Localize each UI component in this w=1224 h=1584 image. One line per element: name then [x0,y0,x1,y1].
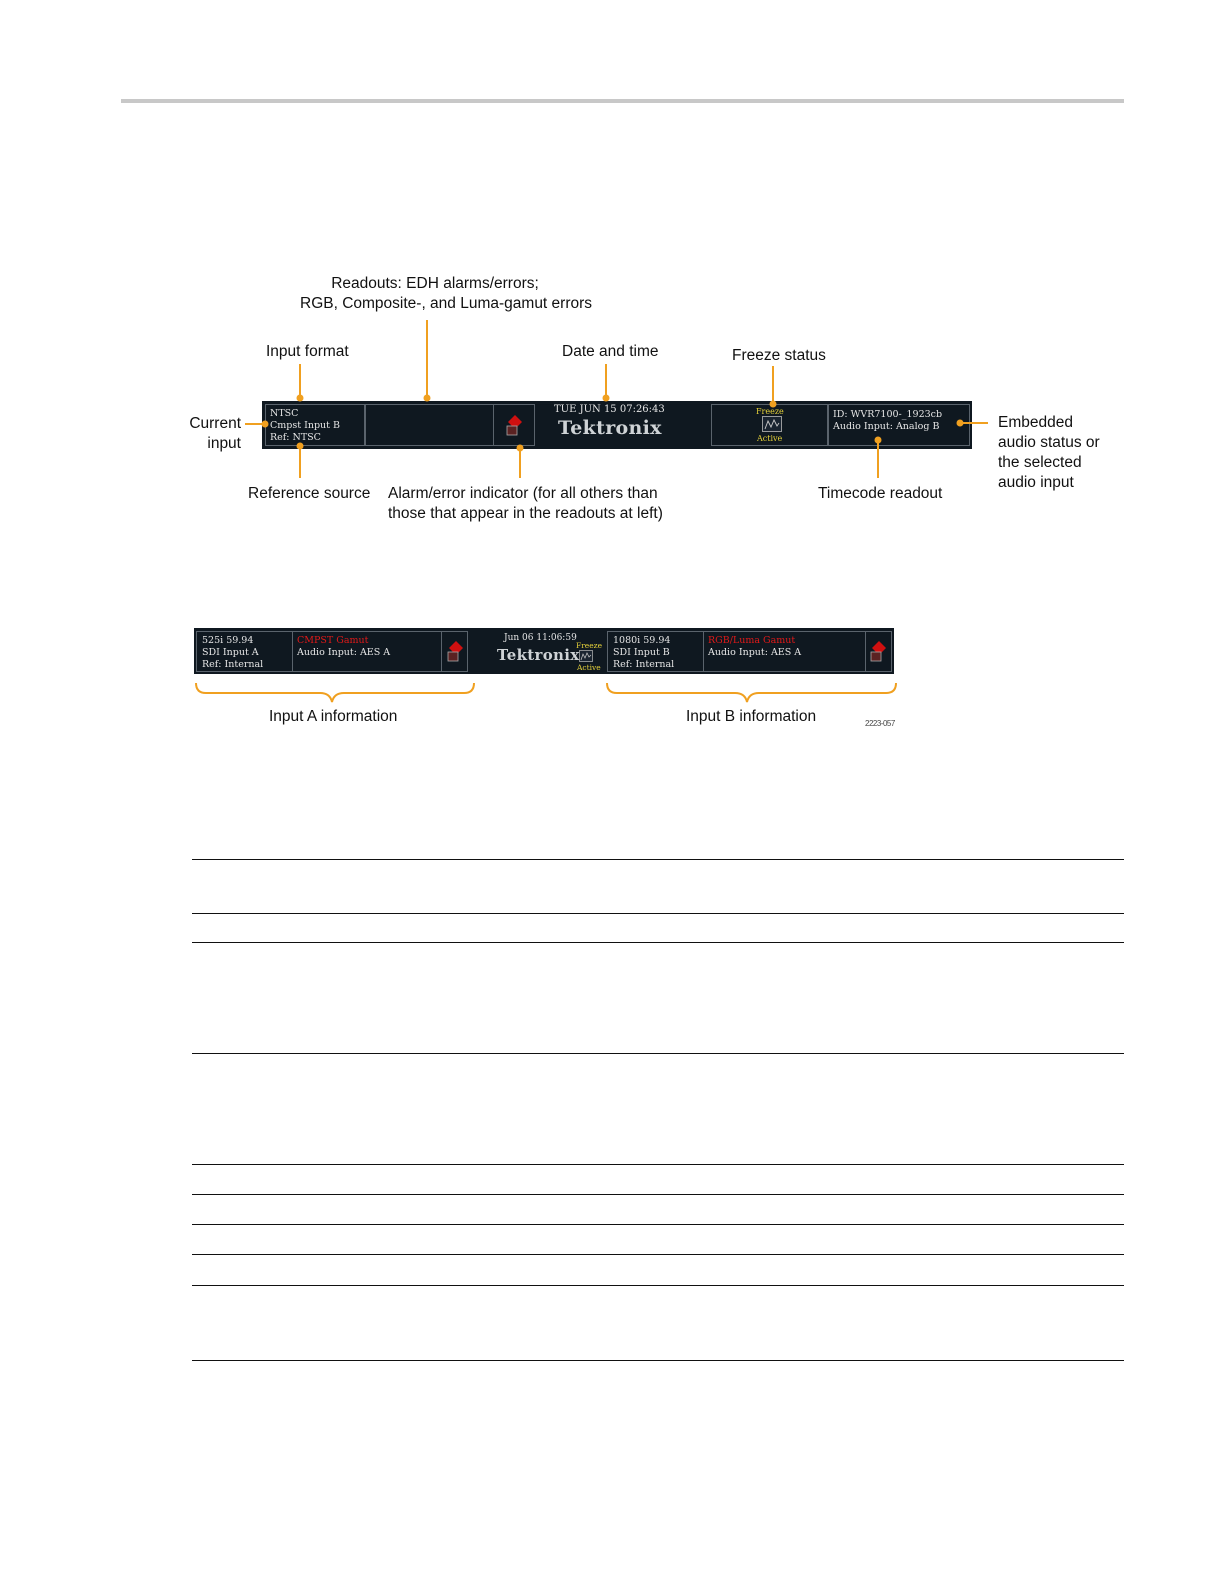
callout-embedded-line4: audio input [998,474,1074,491]
b-format-text: 1080i 59.94 [613,635,671,646]
callout-alarm-line1: Alarm/error indicator (for all others than [388,485,658,502]
callout-input-format: Input format [266,343,349,360]
a-input-text: SDI Input A [202,647,259,658]
b-error-text: RGB/Luma Gamut [708,635,796,646]
figure-id: 2223-057 [865,719,895,728]
callout-readouts-line1: Readouts: EDH alarms/errors; [331,275,539,292]
timecode-id-text: ID: WVR7100-_1923cb [833,409,943,420]
dual-freeze-text: Freeze [576,641,603,650]
table-rule [192,1194,1124,1195]
table-rule [192,1360,1124,1361]
current-input-text: Cmpst Input B [270,420,340,431]
table-rule [192,1254,1124,1255]
dual-active-text: Active [577,663,601,672]
callout-embedded-line1: Embedded [998,414,1073,431]
table-rule [192,1053,1124,1054]
table-rule [192,1164,1124,1165]
table-rule [192,1224,1124,1225]
b-ref-text: Ref: Internal [613,659,675,670]
callout-alarm-line2: those that appear in the readouts at left) [388,505,663,522]
table-rule [192,1285,1124,1286]
callout-embedded-line2: audio status or [998,434,1100,451]
callout-freeze-status: Freeze status [732,347,826,364]
a-format-text: 525i 59.94 [202,635,254,646]
callout-readouts-line2: RGB, Composite-, and Luma-gamut errors [300,295,593,312]
a-error-text: CMPST Gamut [297,635,369,646]
active-text: Active [757,434,783,443]
input-b-information-label: Input B information [686,708,817,725]
callout-current-input-line1: Current [189,415,241,432]
callout-timecode-readout: Timecode readout [818,485,943,502]
audio-input-text: Audio Input: Analog B [833,421,940,432]
b-input-text: SDI Input B [613,647,670,658]
dual-datetime-text: Jun 06 11:06:59 [504,633,577,643]
a-ref-text: Ref: Internal [202,659,264,670]
freeze-text: Freeze [756,407,784,416]
a-audio-text: Audio Input: AES A [297,647,391,658]
reference-text: Ref: NTSC [270,432,321,443]
table-rule [192,942,1124,943]
datetime-text: TUE JUN 15 07:26:43 [554,404,665,415]
tektronix-logo: Tektronix [558,417,662,439]
input-a-information-label: Input A information [269,708,398,725]
callout-date-time: Date and time [562,343,659,360]
callout-embedded-line3: the selected [998,454,1082,471]
callout-current-input-line2: input [207,435,241,452]
table-rule [192,859,1124,860]
dual-tektronix-logo: Tektronix [497,646,580,664]
callout-reference-source: Reference source [248,485,371,502]
b-audio-text: Audio Input: AES A [708,647,802,658]
input-format-text: NTSC [270,408,299,419]
table-rule [192,913,1124,914]
